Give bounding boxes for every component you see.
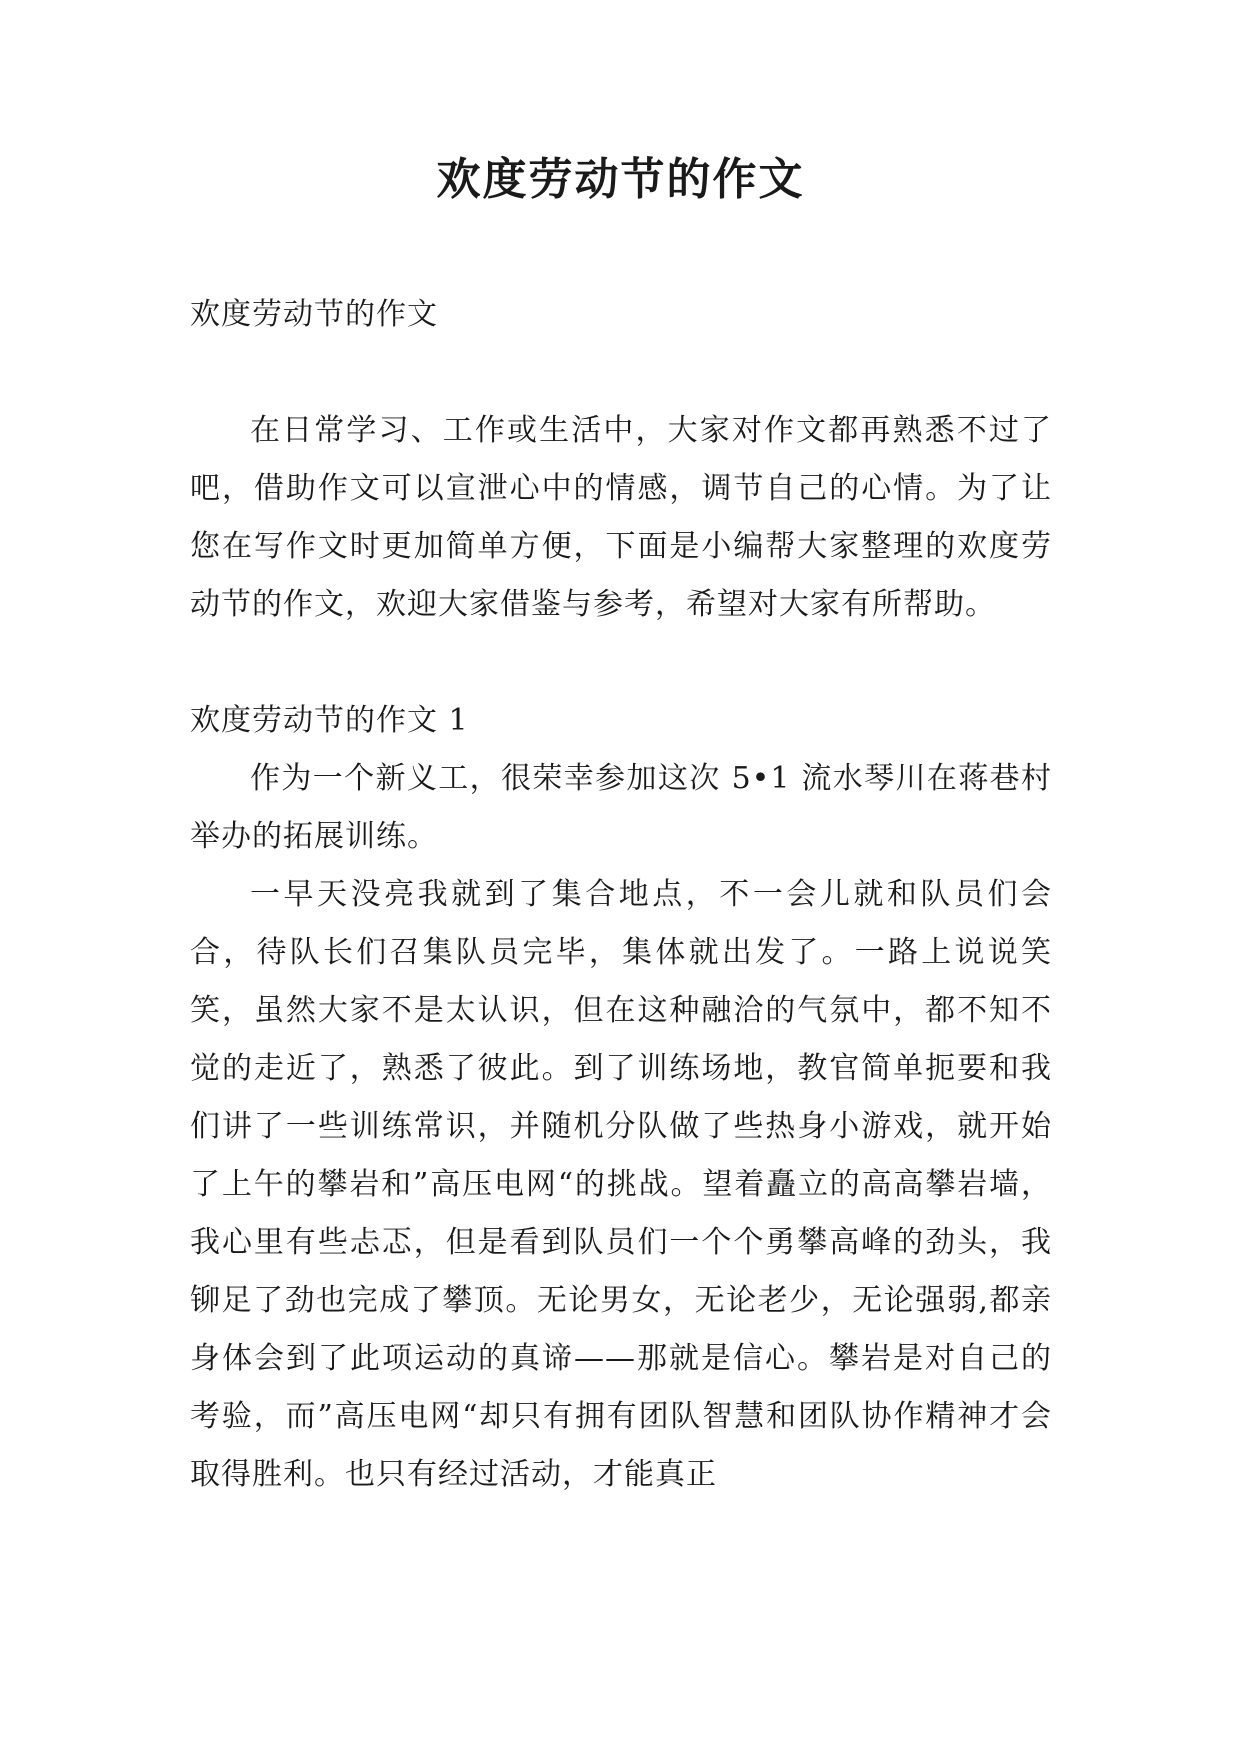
document-body: [190, 286, 1052, 1504]
document-title: 欢度劳动节的作文: [436, 154, 805, 205]
body-paragraph: 一早天没亮我就到了集合地点，不一会儿就和队员们会合，待队长们召集队员完毕，集体就出发了。一路上说说笑笑，虽然大家不是太认识，但在这种融洽的气氛中，都不知不觉的走近了，熟悉了彼此。到了训练场地，教官简单扼要和我们讲了一些训练常识，并随机分队做了些热身小游戏，就开始了上午的攀岩和”高压电网“的挑战。望着矗立的高高攀岩墙，我心里有些忐忑，但是看到队员们一个个勇攀高峰的劲头，我铆足了劲也完成了攀顶。无论男女，无论老少，无论强弱,都亲身体会到了此项运动的真谛——那就是信心。攀岩是对自己的考验，而”高压电网“却只有拥有团队智慧和团队协作精神才会取得胜利。也只有经过活动，才能真正: [190, 877, 1052, 1492]
body-paragraph: 作为一个新义工，很荣幸参加这次 5•1 流水琴川在蒋巷村举办的拓展训练。: [190, 761, 1052, 854]
intro-paragraph: 在日常学习、工作或生活中，大家对作文都再熟悉不过了吧，借助作文可以宣泄心中的情感，调节自己的心情。为了让您在写作文时更加简单方便，下面是小编帮大家整理的欢度劳动节的作文，欢迎大家借鉴与参考，希望对大家有所帮助。: [190, 413, 1052, 622]
section-title: 欢度劳动节的作文 1: [190, 703, 469, 738]
document-subtitle: 欢度劳动节的作文: [190, 297, 438, 332]
